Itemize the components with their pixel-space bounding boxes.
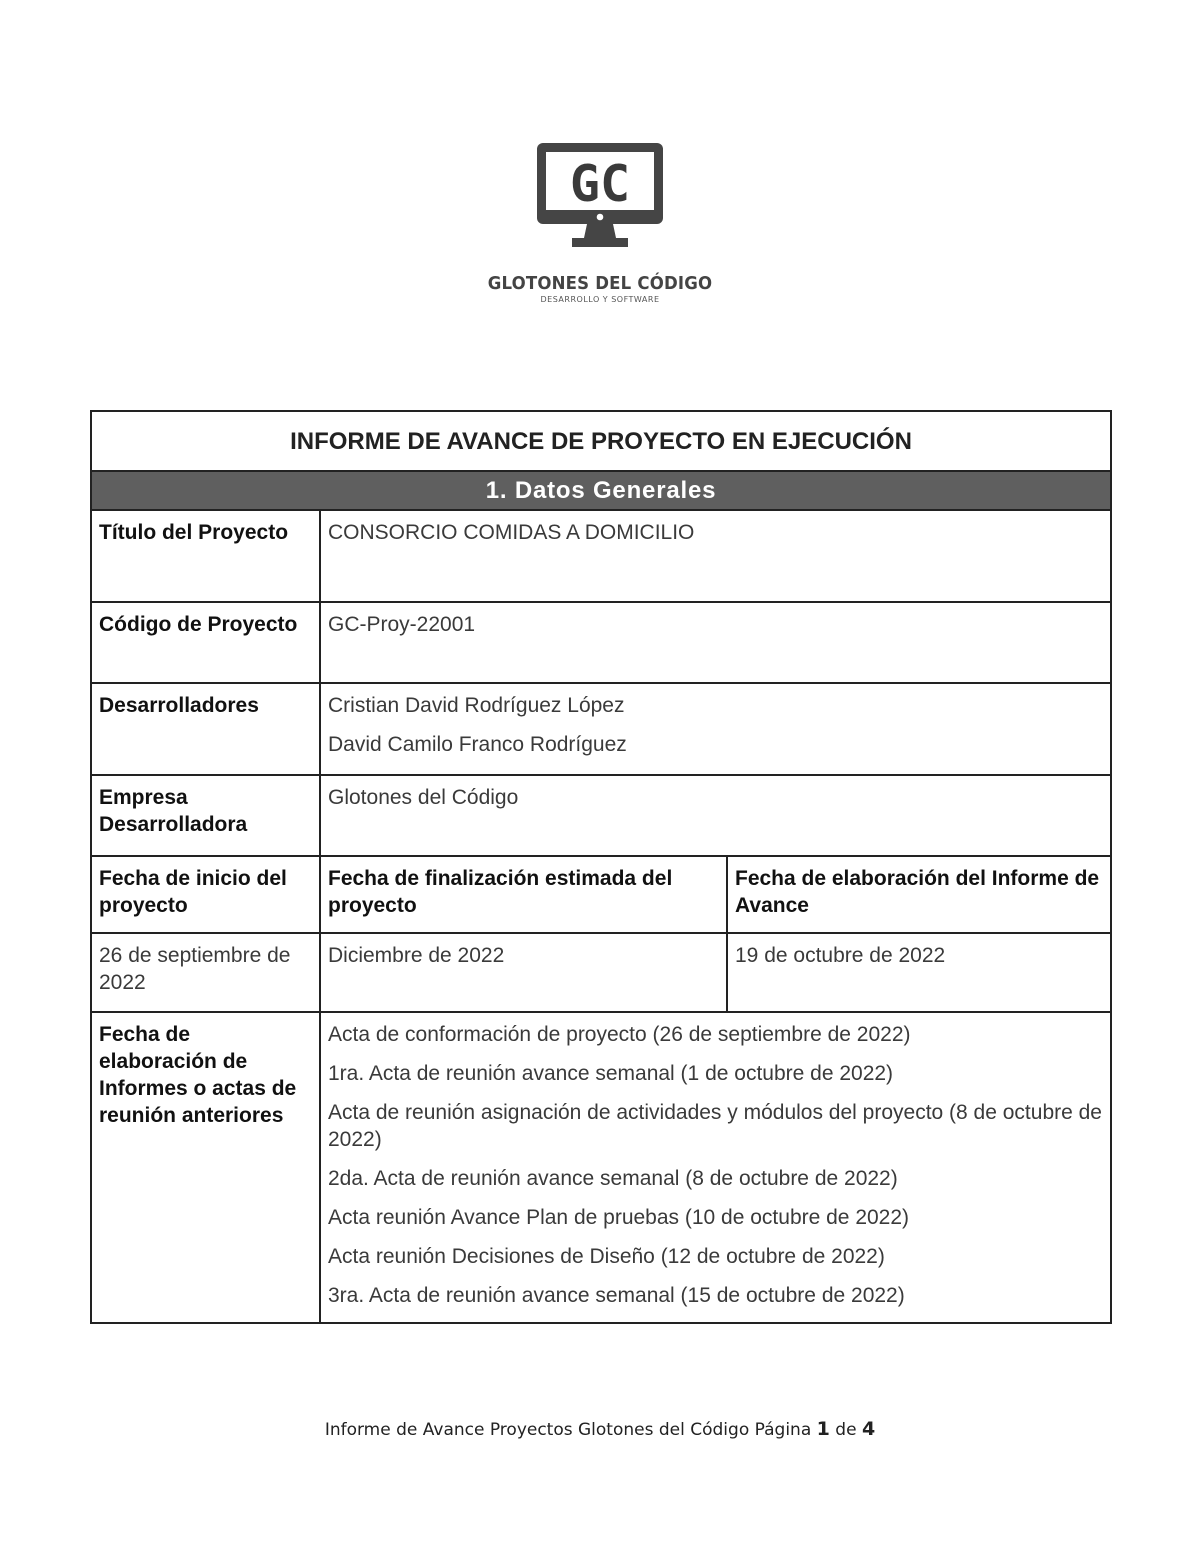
company-label: Empresa Desarrolladora xyxy=(91,775,320,856)
report-table xyxy=(90,410,1112,1324)
section-title: 1. Datos Generales xyxy=(91,471,1111,510)
report-item: Acta de conformación de proyecto (26 de septiembre de 2022) xyxy=(328,1023,911,1046)
monitor-logo-icon xyxy=(535,138,665,253)
start-date-value: 26 de septiembre de 2022 xyxy=(91,933,320,1012)
page-total: 4 xyxy=(861,1418,876,1440)
brand-tagline: DESARROLLO Y SOFTWARE xyxy=(540,295,660,304)
developer-item: David Camilo Franco Rodríguez xyxy=(328,733,627,756)
project-code-label: Código de Proyecto xyxy=(91,602,320,683)
report-date-value: 19 de octubre de 2022 xyxy=(727,933,1111,1012)
developers-list xyxy=(320,683,1111,775)
footer-text: Informe de Avance Proyectos Glotones del Código Página xyxy=(324,1420,812,1440)
page-footer xyxy=(0,1418,1200,1440)
brand-name: GLOTONES DEL CÓDIGO xyxy=(487,273,713,294)
report-item: Acta de reunión asignación de actividades y módulos del proyecto (8 de octubre de 2022) xyxy=(328,1101,1102,1151)
footer-of: de xyxy=(835,1420,857,1440)
previous-reports-label: Fecha de elaboración de Informes o actas de reunión anteriores xyxy=(91,1012,320,1323)
company-value: Glotones del Código xyxy=(320,775,1111,856)
report-date-label: Fecha de elaboración del Informe de Avance xyxy=(727,856,1111,933)
start-date-label: Fecha de inicio del proyecto xyxy=(91,856,320,933)
end-date-value: Diciembre de 2022 xyxy=(320,933,727,1012)
report-item: Acta reunión Decisiones de Diseño (12 de octubre de 2022) xyxy=(328,1245,885,1268)
page-number: 1 xyxy=(816,1418,830,1440)
logo-monogram: GC xyxy=(569,155,631,213)
company-logo xyxy=(0,138,1200,304)
developer-item: Cristian David Rodríguez López xyxy=(328,694,625,717)
report-item: 2da. Acta de reunión avance semanal (8 de octubre de 2022) xyxy=(328,1167,898,1190)
project-title-label: Título del Proyecto xyxy=(91,510,320,602)
project-title-value: CONSORCIO COMIDAS A DOMICILIO xyxy=(320,510,1111,602)
report-item: 3ra. Acta de reunión avance semanal (15 de octubre de 2022) xyxy=(328,1284,905,1307)
developers-label: Desarrolladores xyxy=(91,683,320,775)
end-date-label: Fecha de finalización estimada del proyecto xyxy=(320,856,727,933)
report-item: 1ra. Acta de reunión avance semanal (1 de octubre de 2022) xyxy=(328,1062,894,1085)
project-code-value: GC-Proy-22001 xyxy=(320,602,1111,683)
report-item: Acta reunión Avance Plan de pruebas (10 de octubre de 2022) xyxy=(328,1206,910,1229)
report-title: INFORME DE AVANCE DE PROYECTO EN EJECUCIÓN xyxy=(91,411,1111,471)
previous-reports-list xyxy=(320,1012,1111,1323)
